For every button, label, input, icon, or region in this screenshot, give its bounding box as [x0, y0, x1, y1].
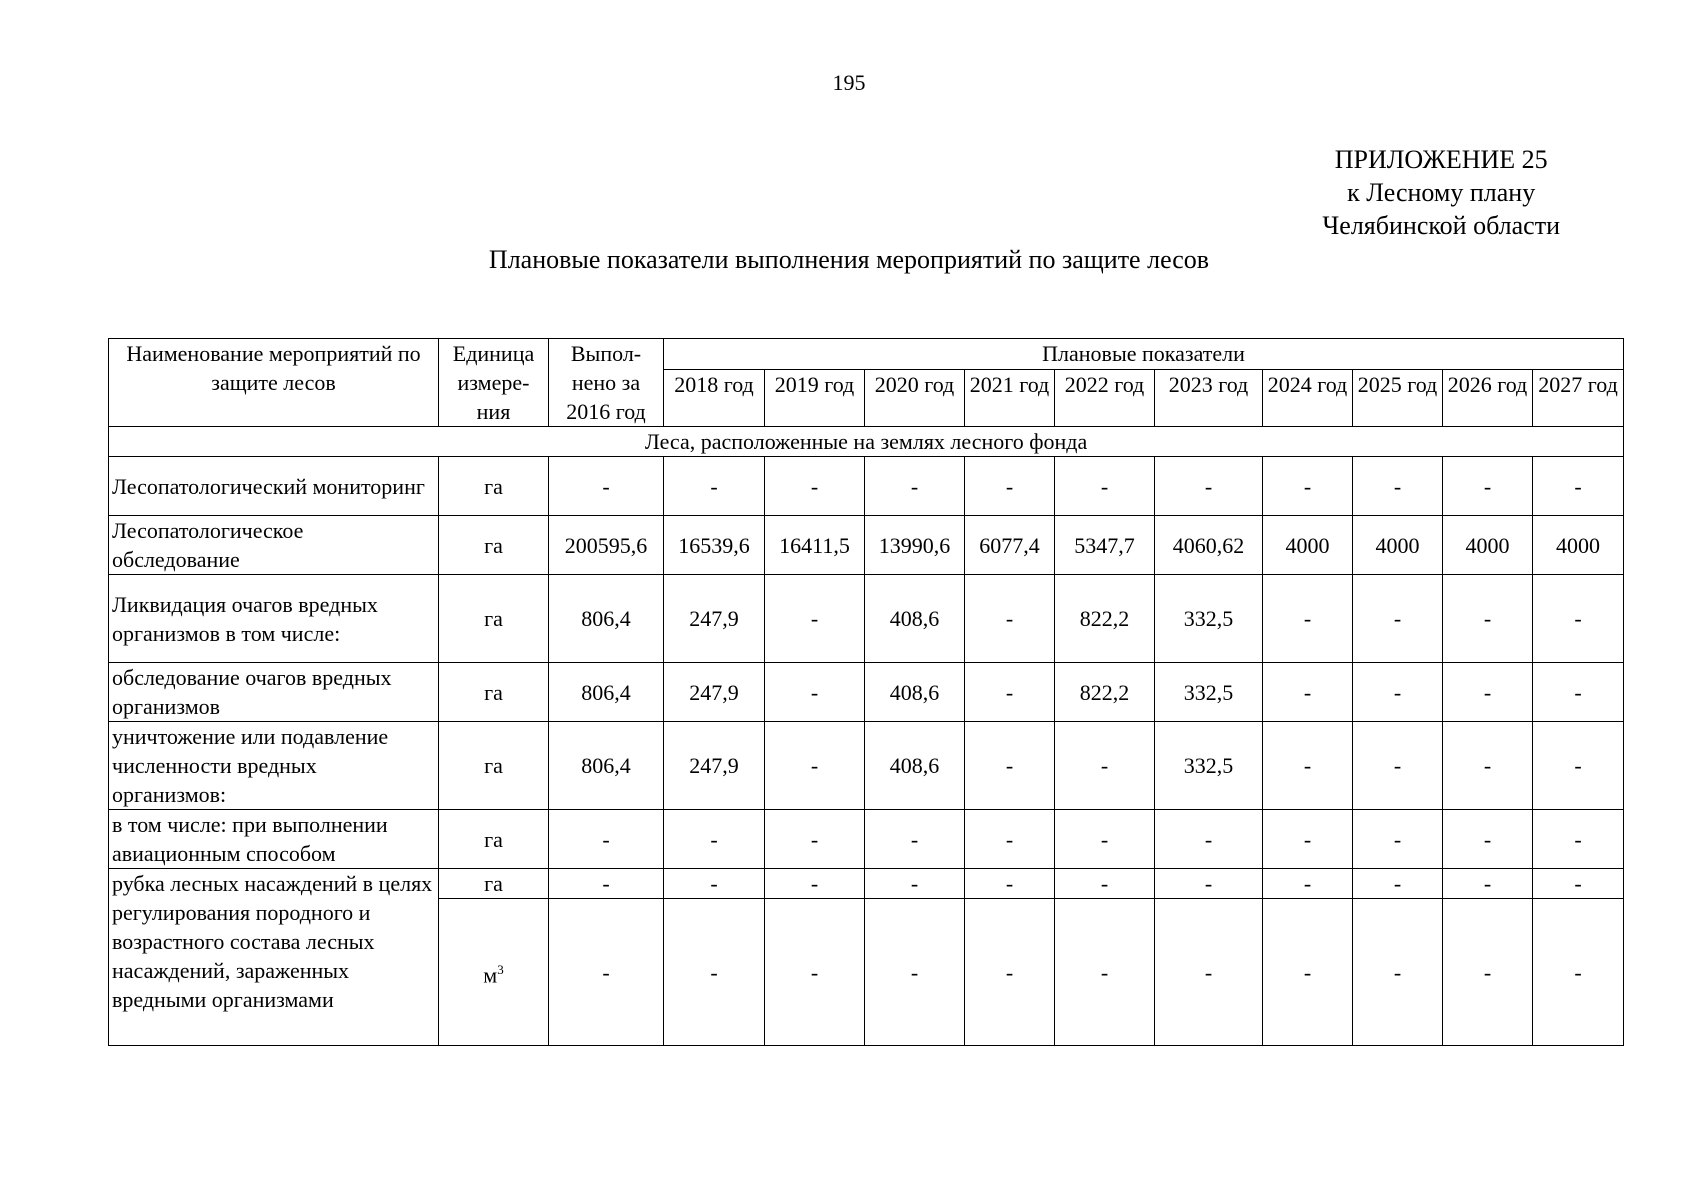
row-value: -	[765, 663, 865, 722]
row-value: -	[965, 663, 1055, 722]
appendix-line-1: ПРИЛОЖЕНИЕ 25	[1334, 145, 1548, 174]
row-value: -	[1263, 663, 1353, 722]
header-year-2022: 2022 год	[1055, 369, 1155, 426]
row-value: -	[1443, 899, 1533, 1046]
header-year-2023: 2023 год	[1155, 369, 1263, 426]
row-value: -	[965, 457, 1055, 516]
header-year-2021: 2021 год	[965, 369, 1055, 426]
row-value: 408,6	[865, 575, 965, 663]
row-value: -	[664, 869, 765, 899]
header-year-2018: 2018 год	[664, 369, 765, 426]
row-value: 247,9	[664, 663, 765, 722]
header-name: Наименование мероприятий по защите лесов	[109, 339, 439, 427]
row-value: -	[1155, 810, 1263, 869]
row-value: 13990,6	[865, 516, 965, 575]
row-value: 332,5	[1155, 575, 1263, 663]
row-value: -	[965, 869, 1055, 899]
row-name: в том числе: при выполнении авиационным способом	[109, 810, 439, 869]
row-value: -	[1055, 899, 1155, 1046]
row-value: -	[1353, 457, 1443, 516]
row-value: 16411,5	[765, 516, 865, 575]
row-name: Лесопатологическое обследование	[109, 516, 439, 575]
row-value: -	[1533, 869, 1624, 899]
row-value: -	[1533, 457, 1624, 516]
row-value: 200595,6	[549, 516, 664, 575]
row-unit	[439, 457, 549, 516]
row-value: -	[865, 869, 965, 899]
row-unit	[439, 899, 549, 1046]
row-value: -	[1443, 869, 1533, 899]
header-year-2027: 2027 год	[1533, 369, 1624, 426]
header-done-2016: Выпол-нено за 2016 год	[549, 339, 664, 427]
row-unit	[439, 869, 549, 899]
row-value: 408,6	[865, 722, 965, 810]
row-value: -	[1533, 899, 1624, 1046]
table-row	[109, 810, 1624, 869]
row-value: -	[1353, 663, 1443, 722]
row-value: 4000	[1263, 516, 1353, 575]
table-row	[109, 575, 1624, 663]
row-name: Лесопатологический мониторинг	[109, 457, 439, 516]
row-value: -	[865, 899, 965, 1046]
row-value: -	[965, 810, 1055, 869]
row-value: -	[1533, 575, 1624, 663]
row-value: 247,9	[664, 722, 765, 810]
table-row	[109, 869, 1624, 899]
row-value: -	[765, 899, 865, 1046]
row-value: -	[765, 869, 865, 899]
row-value: -	[1263, 810, 1353, 869]
table-row	[109, 457, 1624, 516]
row-value: 408,6	[865, 663, 965, 722]
appendix-line-3: Челябинской области	[1322, 211, 1560, 240]
row-unit-text: га	[484, 826, 503, 852]
row-value: -	[1155, 899, 1263, 1046]
row-unit-text: га	[484, 679, 503, 705]
table-row	[109, 516, 1624, 575]
forest-protection-table	[108, 338, 1624, 1046]
row-unit	[439, 810, 549, 869]
row-unit	[439, 722, 549, 810]
row-value: -	[765, 810, 865, 869]
row-value: -	[1443, 457, 1533, 516]
section-header: Леса, расположенные на землях лесного фонда	[109, 427, 1624, 457]
row-value: -	[1263, 575, 1353, 663]
row-value: -	[1263, 457, 1353, 516]
row-value: -	[664, 457, 765, 516]
row-value: -	[1533, 722, 1624, 810]
row-value: 806,4	[549, 575, 664, 663]
header-year-2026: 2026 год	[1443, 369, 1533, 426]
row-value: 4000	[1443, 516, 1533, 575]
row-value: -	[1353, 722, 1443, 810]
row-value: -	[1353, 810, 1443, 869]
header-year-2024: 2024 год	[1263, 369, 1353, 426]
row-value: -	[1155, 457, 1263, 516]
row-value: -	[1533, 663, 1624, 722]
appendix-line-2: к Лесному плану	[1347, 178, 1536, 207]
header-year-2019: 2019 год	[765, 369, 865, 426]
row-value: -	[1353, 899, 1443, 1046]
appendix-caption	[1322, 143, 1560, 242]
row-value: -	[1353, 869, 1443, 899]
table-row	[109, 663, 1624, 722]
row-unit-text: м	[483, 962, 498, 988]
row-value: -	[965, 722, 1055, 810]
row-name: уничтожение или подавление численности вредных организмов:	[109, 722, 439, 810]
header-unit: Единица измере-ния	[439, 339, 549, 427]
row-value: -	[965, 899, 1055, 1046]
row-name: обследование очагов вредных организмов	[109, 663, 439, 722]
row-value: 822,2	[1055, 663, 1155, 722]
row-value: -	[1263, 722, 1353, 810]
row-unit	[439, 516, 549, 575]
row-value: 332,5	[1155, 663, 1263, 722]
row-value: -	[664, 810, 765, 869]
row-unit-text: га	[484, 606, 503, 631]
row-value: -	[549, 869, 664, 899]
row-unit-text: га	[484, 871, 503, 896]
row-unit-text: га	[484, 473, 503, 499]
document-title: Плановые показатели выполнения мероприятий по защите лесов	[488, 245, 1210, 274]
row-name: рубка лесных насаждений в целях регулирования породного и возрастного состава лесных насаждений, зараженных вредными организмами	[109, 869, 439, 1046]
table-row	[109, 722, 1624, 810]
row-value: -	[1263, 899, 1353, 1046]
row-unit	[439, 663, 549, 722]
row-value: -	[1443, 663, 1533, 722]
row-value: 5347,7	[1055, 516, 1155, 575]
page-number: 195	[832, 70, 866, 95]
row-value: -	[664, 899, 765, 1046]
row-value: 247,9	[664, 575, 765, 663]
row-value: 4000	[1533, 516, 1624, 575]
row-value: 4060,62	[1155, 516, 1263, 575]
row-value: -	[865, 457, 965, 516]
row-value: -	[1055, 869, 1155, 899]
row-value: -	[865, 810, 965, 869]
row-value: -	[1263, 869, 1353, 899]
row-value: -	[1443, 575, 1533, 663]
row-value: 16539,6	[664, 516, 765, 575]
row-value: -	[1443, 722, 1533, 810]
row-value: -	[965, 575, 1055, 663]
row-value: -	[1055, 722, 1155, 810]
row-value: -	[765, 457, 865, 516]
row-value: 4000	[1353, 516, 1443, 575]
header-year-2020: 2020 год	[865, 369, 965, 426]
row-unit-text: га	[484, 532, 503, 558]
row-value: 822,2	[1055, 575, 1155, 663]
row-value: -	[1055, 810, 1155, 869]
row-unit-superscript: 3	[497, 961, 504, 977]
row-value: -	[549, 810, 664, 869]
row-value: 6077,4	[965, 516, 1055, 575]
row-value: 806,4	[549, 663, 664, 722]
row-value: -	[1155, 869, 1263, 899]
row-value: -	[549, 457, 664, 516]
row-name: Ликвидация очагов вредных организмов в том числе:	[109, 575, 439, 663]
header-planned: Плановые показатели	[664, 339, 1624, 370]
row-unit	[439, 575, 549, 663]
row-value: -	[765, 575, 865, 663]
row-value: 806,4	[549, 722, 664, 810]
row-value: 332,5	[1155, 722, 1263, 810]
row-value: -	[1055, 457, 1155, 516]
row-value: -	[1443, 810, 1533, 869]
row-value: -	[549, 899, 664, 1046]
row-unit-text: га	[484, 753, 503, 778]
row-value: -	[765, 722, 865, 810]
header-year-2025: 2025 год	[1353, 369, 1443, 426]
row-value: -	[1353, 575, 1443, 663]
row-value: -	[1533, 810, 1624, 869]
